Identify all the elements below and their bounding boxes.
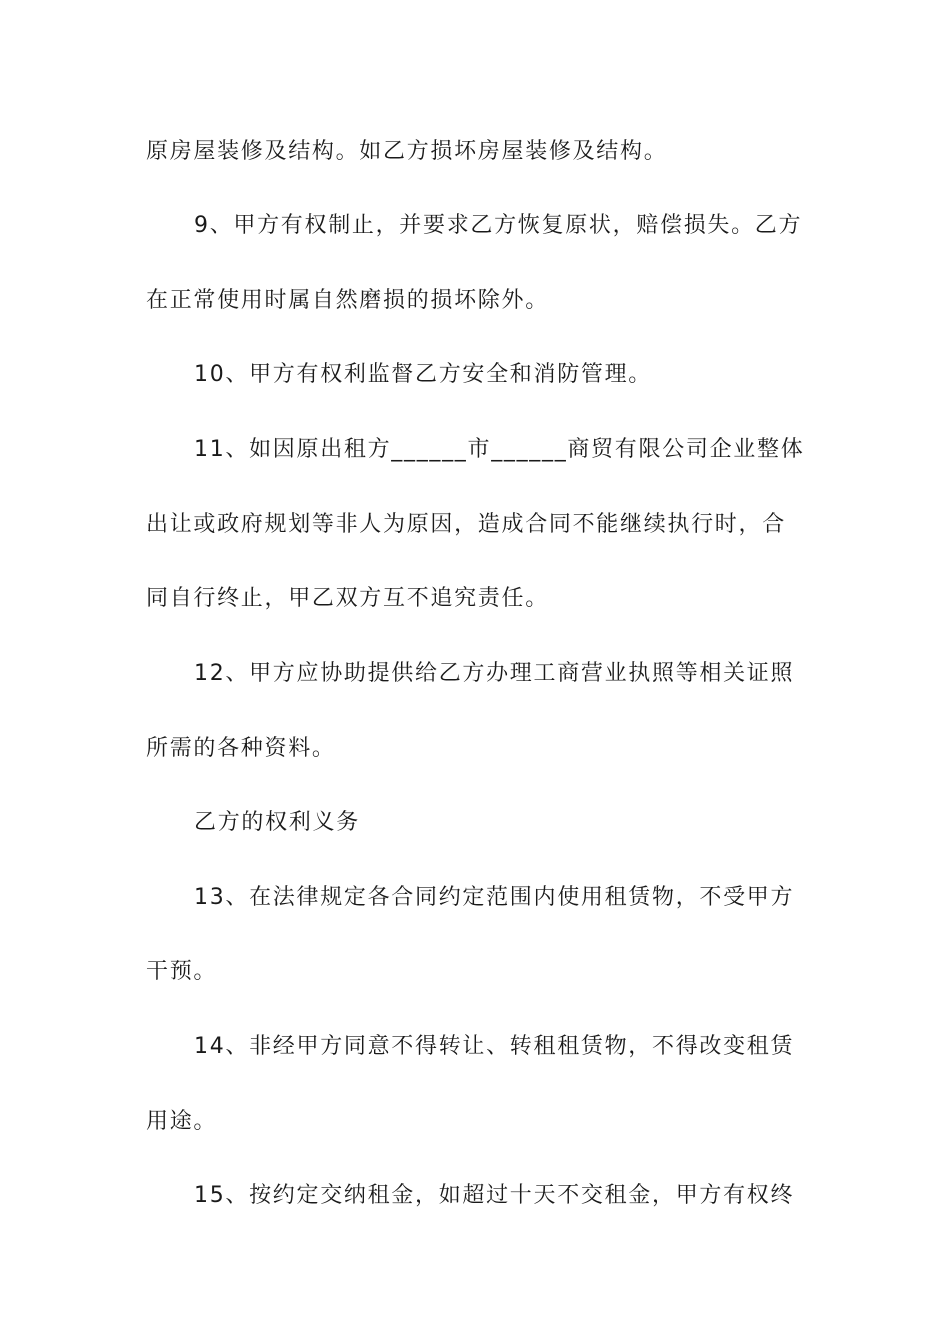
clause-11-line: 11、如因原出租方______市______商贸有限公司企业整体 [194,437,805,462]
clause-12-line: 12、甲方应协助提供给乙方办理工商营业执照等相关证照 [194,661,795,686]
clause-15-line: 15、按约定交纳租金，如超过十天不交租金，甲方有权终 [194,1183,795,1208]
text-line: 干预。 [146,959,218,984]
clause-14-line: 14、非经甲方同意不得转让、转租租赁物，不得改变租赁 [194,1034,795,1059]
clause-10-line: 10、甲方有权利监督乙方安全和消防管理。 [194,362,652,387]
clause-13-line: 13、在法律规定各合同约定范围内使用租赁物，不受甲方 [194,885,795,910]
text-line: 原房屋装修及结构。如乙方损坏房屋装修及结构。 [146,139,668,164]
text-line: 所需的各种资料。 [146,736,336,761]
text-line: 出让或政府规划等非人为原因，造成合同不能继续执行时，合 [146,512,786,537]
text-line: 同自行终止，甲乙双方互不追究责任。 [146,586,549,611]
text-line: 用途。 [146,1109,218,1134]
text-line: 在正常使用时属自然磨损的损坏除外。 [146,288,549,313]
section-heading: 乙方的权利义务 [194,810,360,835]
clause-9-line: 9、甲方有权制止，并要求乙方恢复原状，赔偿损失。乙方 [194,213,803,238]
